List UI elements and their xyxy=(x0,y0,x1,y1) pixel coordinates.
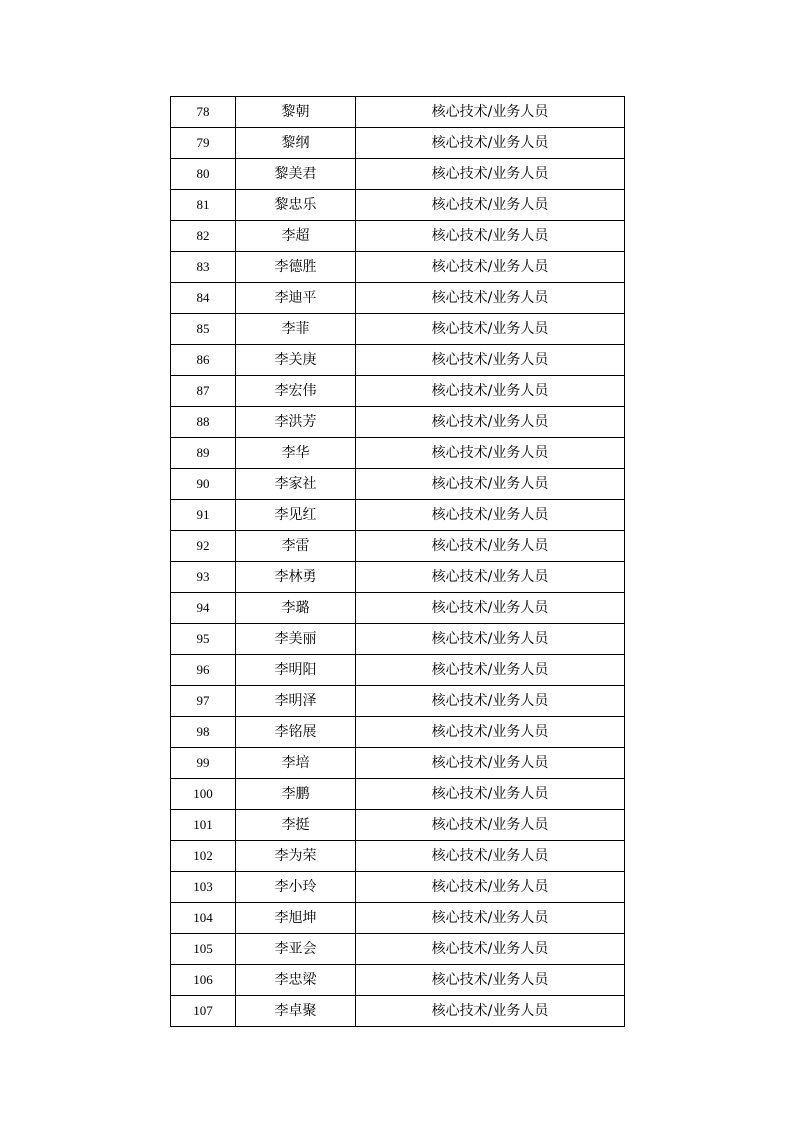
person-name-cell: 李迪平 xyxy=(236,283,356,314)
role-cell: 核心技术/业务人员 xyxy=(356,655,625,686)
person-name-cell: 李关庚 xyxy=(236,345,356,376)
person-name-cell: 李华 xyxy=(236,438,356,469)
row-number-cell: 83 xyxy=(171,252,236,283)
row-number-cell: 82 xyxy=(171,221,236,252)
row-number-cell: 79 xyxy=(171,128,236,159)
person-name-cell: 李铭展 xyxy=(236,717,356,748)
table-row xyxy=(171,748,625,779)
role-cell: 核心技术/业务人员 xyxy=(356,469,625,500)
table-row xyxy=(171,376,625,407)
table-row xyxy=(171,872,625,903)
row-number-cell: 97 xyxy=(171,686,236,717)
person-name-cell: 李为荣 xyxy=(236,841,356,872)
table-row xyxy=(171,97,625,128)
row-number-cell: 107 xyxy=(171,996,236,1027)
row-number-cell: 91 xyxy=(171,500,236,531)
table-row xyxy=(171,779,625,810)
personnel-table-body xyxy=(171,97,625,1027)
table-row xyxy=(171,934,625,965)
row-number-cell: 102 xyxy=(171,841,236,872)
role-cell: 核心技术/业务人员 xyxy=(356,221,625,252)
row-number-cell: 81 xyxy=(171,190,236,221)
person-name-cell: 黎朝 xyxy=(236,97,356,128)
role-cell: 核心技术/业务人员 xyxy=(356,531,625,562)
role-cell: 核心技术/业务人员 xyxy=(356,500,625,531)
person-name-cell: 李旭坤 xyxy=(236,903,356,934)
row-number-cell: 99 xyxy=(171,748,236,779)
role-cell: 核心技术/业务人员 xyxy=(356,376,625,407)
person-name-cell: 黎忠乐 xyxy=(236,190,356,221)
person-name-cell: 李亚会 xyxy=(236,934,356,965)
row-number-cell: 78 xyxy=(171,97,236,128)
table-row xyxy=(171,469,625,500)
table-row xyxy=(171,159,625,190)
role-cell: 核心技术/业务人员 xyxy=(356,872,625,903)
person-name-cell: 李超 xyxy=(236,221,356,252)
person-name-cell: 李宏伟 xyxy=(236,376,356,407)
person-name-cell: 李鹏 xyxy=(236,779,356,810)
table-row xyxy=(171,531,625,562)
table-row xyxy=(171,965,625,996)
table-row xyxy=(171,841,625,872)
role-cell: 核心技术/业务人员 xyxy=(356,128,625,159)
table-row xyxy=(171,562,625,593)
role-cell: 核心技术/业务人员 xyxy=(356,593,625,624)
row-number-cell: 87 xyxy=(171,376,236,407)
row-number-cell: 93 xyxy=(171,562,236,593)
person-name-cell: 李雷 xyxy=(236,531,356,562)
role-cell: 核心技术/业务人员 xyxy=(356,841,625,872)
person-name-cell: 李小玲 xyxy=(236,872,356,903)
role-cell: 核心技术/业务人员 xyxy=(356,159,625,190)
table-row xyxy=(171,252,625,283)
row-number-cell: 95 xyxy=(171,624,236,655)
row-number-cell: 103 xyxy=(171,872,236,903)
person-name-cell: 李林勇 xyxy=(236,562,356,593)
row-number-cell: 101 xyxy=(171,810,236,841)
personnel-table xyxy=(170,96,625,1027)
table-row xyxy=(171,624,625,655)
table-row xyxy=(171,438,625,469)
person-name-cell: 李忠梁 xyxy=(236,965,356,996)
table-row xyxy=(171,810,625,841)
table-row xyxy=(171,655,625,686)
role-cell: 核心技术/业务人员 xyxy=(356,314,625,345)
row-number-cell: 88 xyxy=(171,407,236,438)
role-cell: 核心技术/业务人员 xyxy=(356,190,625,221)
row-number-cell: 86 xyxy=(171,345,236,376)
role-cell: 核心技术/业务人员 xyxy=(356,686,625,717)
person-name-cell: 李明阳 xyxy=(236,655,356,686)
table-row xyxy=(171,903,625,934)
row-number-cell: 80 xyxy=(171,159,236,190)
role-cell: 核心技术/业务人员 xyxy=(356,283,625,314)
table-row xyxy=(171,190,625,221)
person-name-cell: 黎美君 xyxy=(236,159,356,190)
table-row xyxy=(171,283,625,314)
person-name-cell: 李明泽 xyxy=(236,686,356,717)
role-cell: 核心技术/业务人员 xyxy=(356,965,625,996)
person-name-cell: 李卓聚 xyxy=(236,996,356,1027)
row-number-cell: 94 xyxy=(171,593,236,624)
row-number-cell: 104 xyxy=(171,903,236,934)
person-name-cell: 李家社 xyxy=(236,469,356,500)
row-number-cell: 105 xyxy=(171,934,236,965)
person-name-cell: 李洪芳 xyxy=(236,407,356,438)
role-cell: 核心技术/业务人员 xyxy=(356,996,625,1027)
role-cell: 核心技术/业务人员 xyxy=(356,407,625,438)
table-row xyxy=(171,593,625,624)
role-cell: 核心技术/业务人员 xyxy=(356,717,625,748)
person-name-cell: 李培 xyxy=(236,748,356,779)
row-number-cell: 89 xyxy=(171,438,236,469)
role-cell: 核心技术/业务人员 xyxy=(356,345,625,376)
role-cell: 核心技术/业务人员 xyxy=(356,779,625,810)
person-name-cell: 李菲 xyxy=(236,314,356,345)
table-row xyxy=(171,221,625,252)
person-name-cell: 李见红 xyxy=(236,500,356,531)
role-cell: 核心技术/业务人员 xyxy=(356,624,625,655)
table-row xyxy=(171,407,625,438)
row-number-cell: 98 xyxy=(171,717,236,748)
row-number-cell: 90 xyxy=(171,469,236,500)
person-name-cell: 李挺 xyxy=(236,810,356,841)
role-cell: 核心技术/业务人员 xyxy=(356,252,625,283)
table-row xyxy=(171,128,625,159)
person-name-cell: 李璐 xyxy=(236,593,356,624)
row-number-cell: 100 xyxy=(171,779,236,810)
role-cell: 核心技术/业务人员 xyxy=(356,97,625,128)
row-number-cell: 85 xyxy=(171,314,236,345)
role-cell: 核心技术/业务人员 xyxy=(356,810,625,841)
row-number-cell: 92 xyxy=(171,531,236,562)
person-name-cell: 黎纲 xyxy=(236,128,356,159)
table-row xyxy=(171,314,625,345)
role-cell: 核心技术/业务人员 xyxy=(356,748,625,779)
row-number-cell: 84 xyxy=(171,283,236,314)
table-row xyxy=(171,996,625,1027)
role-cell: 核心技术/业务人员 xyxy=(356,934,625,965)
role-cell: 核心技术/业务人员 xyxy=(356,562,625,593)
table-row xyxy=(171,500,625,531)
row-number-cell: 96 xyxy=(171,655,236,686)
table-row xyxy=(171,717,625,748)
role-cell: 核心技术/业务人员 xyxy=(356,903,625,934)
role-cell: 核心技术/业务人员 xyxy=(356,438,625,469)
table-row xyxy=(171,686,625,717)
row-number-cell: 106 xyxy=(171,965,236,996)
person-name-cell: 李德胜 xyxy=(236,252,356,283)
person-name-cell: 李美丽 xyxy=(236,624,356,655)
table-row xyxy=(171,345,625,376)
